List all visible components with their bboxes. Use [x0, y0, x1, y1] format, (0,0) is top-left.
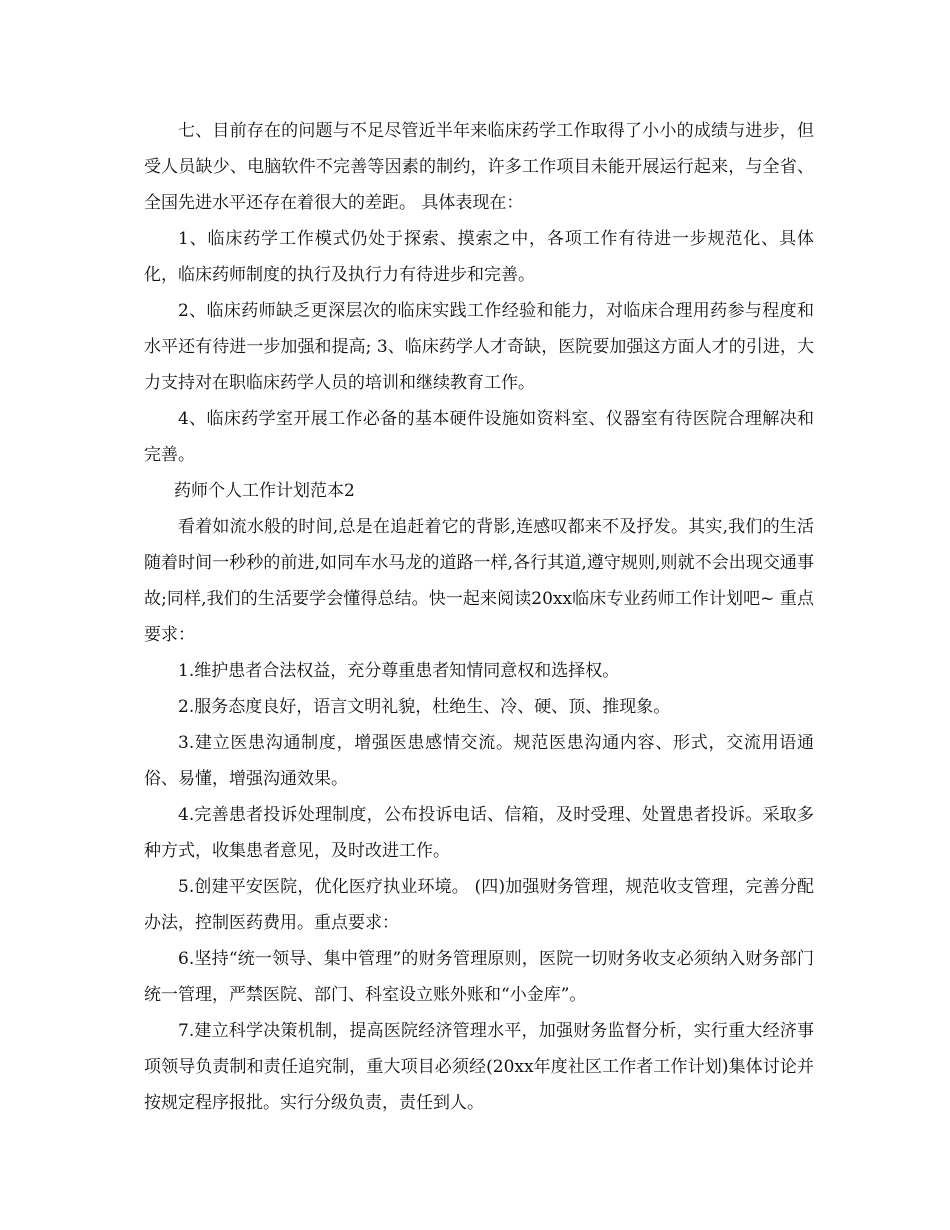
paragraph-req-1: 1.维护患者合法权益，充分尊重患者知情同意权和选择权。 [178, 661, 620, 681]
paragraph-item-1: 1、临床药学工作模式仍处于探索、摸索之中，各项工作有待进一步规范化、具体化，临床药师制度的执行及执行力有待进步和完善。 [144, 229, 814, 285]
paragraph-req-2: 2.服务态度良好，语言文明礼貌，杜绝生、冷、硬、顶、推现象。 [178, 697, 671, 717]
paragraph-req-6: 6.坚持“统一领导、集中管理”的财务管理原则，医院一切财务收支必须纳入财务部门统一管理，严禁医院、部门、科室设立账外账和“小金库”。 [144, 949, 814, 1005]
document-body [144, 113, 814, 1121]
paragraph-req-4: 4.完善患者投诉处理制度，公布投诉电话、信箱，及时受理、处置患者投诉。采取多种方式，收集患者意见，及时改进工作。 [144, 805, 814, 861]
paragraph-req-7: 7.建立科学决策机制，提高医院经济管理水平，加强财务监督分析，实行重大经济事项领导负责制和责任追究制，重大项目必须经(20xx年度社区工作者工作计划)集体讨论并按规定程序报批。实行分级负责，责任到人。 [144, 1021, 814, 1113]
paragraph-item-4: 4、临床药学室开展工作必备的基本硬件设施如资料室、仪器室有待医院合理解决和完善。 [144, 409, 814, 465]
paragraph-req-3: 3.建立医患沟通制度，增强医患感情交流。规范医患沟通内容、形式，交流用语通俗、易懂，增强沟通效果。 [144, 733, 814, 789]
paragraph-intro-2: 看着如流水般的时间,总是在追赶着它的背影,连感叹都来不及抒发。其实,我们的生活随着时间一秒秒的前进,如同车水马龙的道路一样,各行其道,遵守规则,则就不会出现交通事故;同样,我们的生活要学会懂得总结。快一起来阅读20xx临床专业药师工作计划吧~ 重点要求： [144, 517, 814, 645]
paragraph-item-2-3: 2、临床药师缺乏更深层次的临床实践工作经验和能力，对临床合理用药参与程度和水平还有待进一步加强和提高; 3、临床药学人才奇缺，医院要加强这方面人才的引进，大力支持对在职临床药学人员的培训和继续教育工作。 [144, 301, 814, 393]
paragraph-problems-intro: 七、目前存在的问题与不足尽管近半年来临床药学工作取得了小小的成绩与进步，但受人员缺少、电脑软件不完善等因素的制约，许多工作项目未能开展运行起来，与全省、全国先进水平还存在着很大的差距。 具体表现在： [144, 121, 814, 213]
paragraph-req-5: 5.创建平安医院，优化医疗执业环境。 (四)加强财务管理，规范收支管理，完善分配办法，控制医药费用。重点要求： [144, 877, 814, 933]
section-heading: 药师个人工作计划范本2 [174, 481, 355, 501]
